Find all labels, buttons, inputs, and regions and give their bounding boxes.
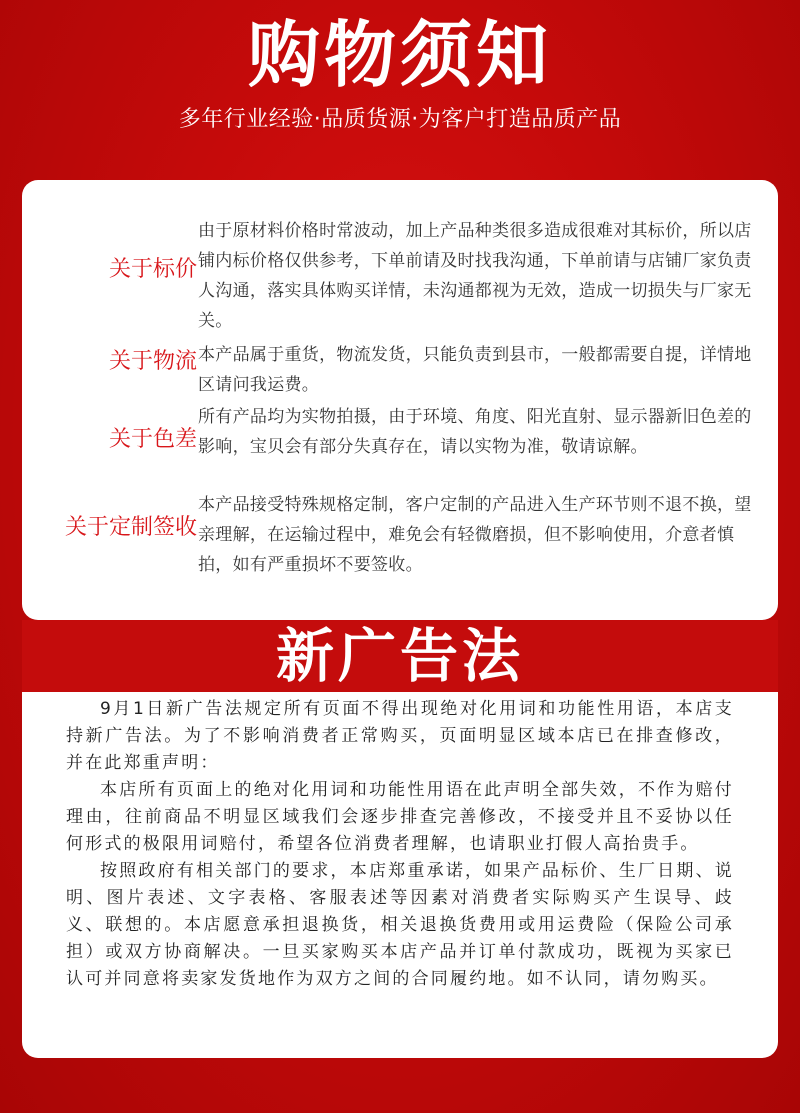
notice-text-custom: 本产品接受特殊规格定制，客户定制的产品进入生产环节则不退不换，望亲理解，在运输过程中，难免会有轻微磨损，但不影响使用，介意者慎拍，如有严重损坏不要签收。 bbox=[198, 495, 752, 575]
notice-label-custom: 关于定制签收 bbox=[64, 515, 197, 540]
notice-label-color: 关于色差 bbox=[108, 427, 197, 452]
notice-text-pricing: 由于原材料价格时常波动，加上产品种类很多造成很难对其标价，所以店铺内标价格仅供参考，下单前请及时找我沟通，下单前请与店铺厂家负责人沟通，落实具体购买详情，未沟通都视为无效，造成一切损失与厂家无关。 bbox=[198, 221, 752, 331]
law-paragraph: 本店所有页面上的绝对化用词和功能性用语在此声明全部失效，不作为赔付理由，往前商品不明显区域我们会逐步排查完善修改，不接受并且不妥协以任何形式的极限用词赔付，希望各位消费者理解，也请职业打假人高抬贵手。 bbox=[66, 780, 734, 854]
law-paragraph: 9月1日新广告法规定所有页面不得出现绝对化用词和功能性用语，本店支持新广告法。为了不影响消费者正常购买，页面明显区域本店已在排查修改，并在此郑重声明： bbox=[66, 699, 734, 773]
notice-label-logistics: 关于物流 bbox=[108, 349, 197, 374]
law-paragraph: 按照政府有相关部门的要求，本店郑重承诺，如果产品标价、生厂日期、说明、图片表述、文字表格、客服表述等因素对消费者实际购买产生误导、歧义、联想的。本店愿意承担退换货，相关退换货费用或用运费险（保险公司承担）或双方协商解决。一旦买家购买本店产品并订单付款成功，既视为买家已认可并同意将卖家发货地作为双方之间的合同履约地。如不认同，请勿购买。 bbox=[66, 861, 734, 989]
page-subtitle: 多年行业经验·品质货源·为客户打造品质产品 bbox=[178, 107, 622, 132]
notice-text-logistics: 本产品属于重货，物流发货，只能负责到县市，一般都需要自提，详情地区请问我运费。 bbox=[198, 345, 752, 395]
page-title: 购物须知 bbox=[247, 13, 552, 97]
notice-text-color: 所有产品均为实物拍摄，由于环境、角度、阳光直射、显示器新旧色差的影响，宝贝会有部分失真存在，请以实物为准，敬请谅解。 bbox=[198, 407, 752, 457]
notice-label-pricing: 关于标价 bbox=[108, 257, 197, 282]
law-title: 新广告法 bbox=[275, 622, 524, 690]
law-card bbox=[22, 692, 778, 1058]
notice-card bbox=[22, 180, 778, 620]
